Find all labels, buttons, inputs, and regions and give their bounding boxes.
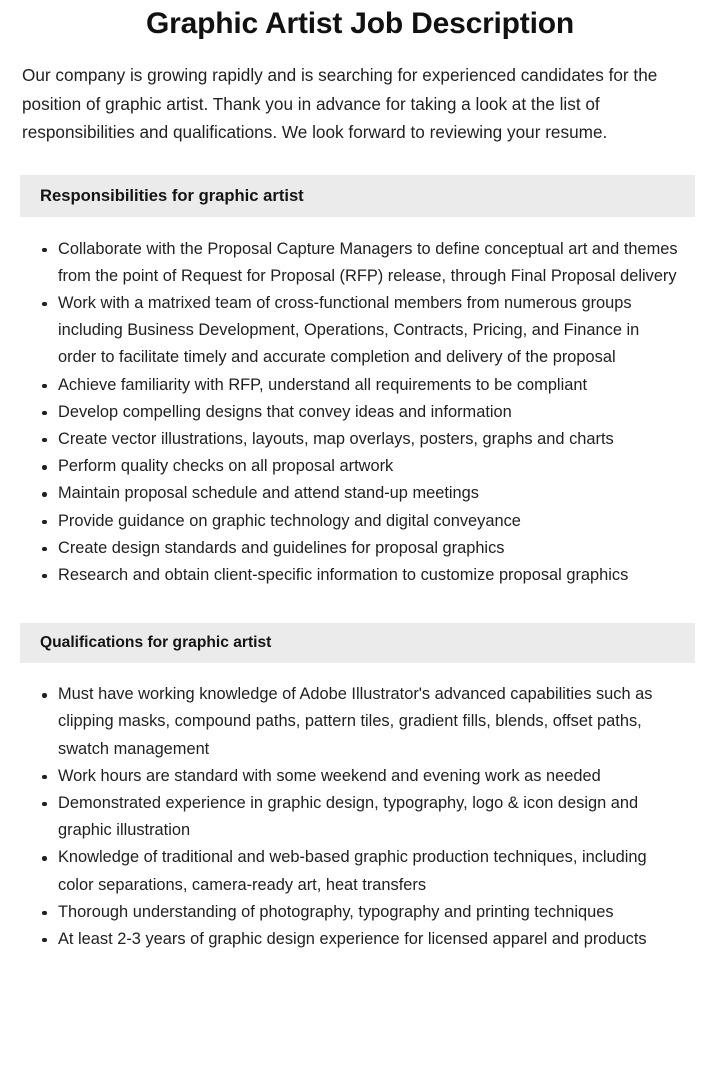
intro-paragraph: Our company is growing rapidly and is searching for experienced candidates for the position of graphic artist. Thank you in advance for taking a look at the list of responsibilities and qualifications. We look forward to reviewing your resume.	[22, 65, 658, 142]
list-item: Perform quality checks on all proposal artwork	[0, 453, 720, 480]
list-item: At least 2-3 years of graphic design experience for licensed apparel and products	[0, 926, 720, 953]
list-item: Work hours are standard with some weekend and evening work as needed	[0, 763, 720, 790]
page-title: Graphic Artist Job Description	[146, 7, 574, 40]
responsibilities-list	[0, 217, 720, 590]
list-item: Must have working knowledge of Adobe Illustrator's advanced capabilities such as clipping masks, compound paths, pattern tiles, gradient fills, blends, offset paths, swatch management	[0, 681, 720, 763]
list-item: Knowledge of traditional and web-based graphic production techniques, including color separations, camera-ready art, heat transfers	[0, 844, 720, 898]
list-item: Thorough understanding of photography, typography and printing techniques	[0, 899, 720, 926]
list-item: Research and obtain client-specific information to customize proposal graphics	[0, 562, 720, 589]
section-qualifications	[0, 623, 720, 953]
list-item: Develop compelling designs that convey ideas and information	[0, 399, 720, 426]
list-item: Provide guidance on graphic technology and digital conveyance	[0, 508, 720, 535]
list-item: Create design standards and guidelines for proposal graphics	[0, 535, 720, 562]
section-responsibilities	[0, 175, 720, 590]
list-item: Maintain proposal schedule and attend stand-up meetings	[0, 480, 720, 507]
list-item: Work with a matrixed team of cross-functional members from numerous groups including Business Development, Operations, Contracts, Pricing, and Finance in order to facilitate timely and accurate completion and delivery of the proposal	[0, 290, 720, 372]
list-item: Create vector illustrations, layouts, map overlays, posters, graphs and charts	[0, 426, 720, 453]
list-item: Achieve familiarity with RFP, understand all requirements to be compliant	[0, 372, 720, 399]
section-header-qualifications	[20, 623, 695, 663]
section-heading-label: Responsibilities for graphic artist	[40, 185, 304, 205]
list-item: Demonstrated experience in graphic design, typography, logo & icon design and graphic illustration	[0, 790, 720, 844]
section-heading-label: Qualifications for graphic artist	[40, 633, 272, 651]
qualifications-list	[0, 663, 720, 953]
list-item: Collaborate with the Proposal Capture Managers to define conceptual art and themes from the point of Request for Proposal (RFP) release, through Final Proposal delivery	[0, 236, 720, 290]
section-header-responsibilities	[20, 175, 695, 217]
